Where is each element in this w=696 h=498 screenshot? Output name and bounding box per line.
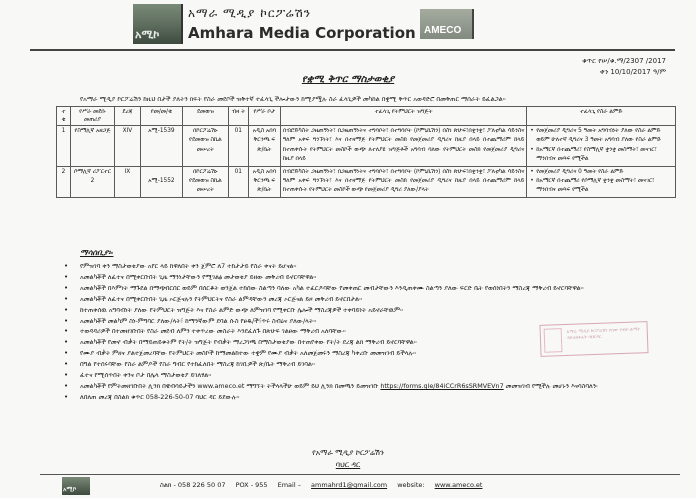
cell-title: የስማሊኛ አዘጋጅ [70, 126, 114, 167]
footer-logo-text: አሚኮ [63, 486, 77, 493]
cell-education: በብሮድካስት ጋዜጠኝነት፣ በጋዜጠኝነትና ተግባቦት፣ በተግባቦት (ኮምኒኬሽን) በስነ ጽሁፍ፣በቋንቋ፣ ፖለቲካል ሳይንስና ዓለም አቀፍ ግንኙነት፣ እና በተዛማጅ የትምህርት መስክ የመጀመሪያ ዲግሪና ከዚያ በላይ በተጨማሪም ከላይ ከተጠቀሱት የትምህርት መስኮች ውጭ የመጀመሪያ ዲግሪ ያለው/ያላት [280, 166, 526, 197]
vacancy-table [56, 106, 676, 198]
note-item: • ፈተና የሚሰጥበት ቀንና ቦታ በሌላ ማስታወቂያ ይገለፃል፡፡ [60, 370, 685, 381]
note-item: • አመልካቾች ለፈተና በሚቀርቡበት ጊዜ ማንነታቸውን የሚገልፅ መታወቂያ ይዘው መቅረብ ይኖርባቸዋል፡፡ [60, 272, 685, 283]
footer-website-label: website: [397, 481, 425, 489]
amhara-media-logo [133, 4, 183, 44]
note-item-registration [60, 381, 685, 392]
reference-date: ቀን 10/10/2017 ዓ/ም [599, 68, 666, 76]
org-name-english: Amhara Media Corporation [188, 24, 416, 42]
cell-no: 2 [57, 166, 71, 197]
col-header-experience: ተፈላጊ የስራ ልምድ [527, 107, 676, 126]
registration-note-text: አመልካቾች የምትመዘገቡበት ሊንክ በዌብሳይታችን www.ameco.et ማግኘት ትችላላችሁ ወይም ይህ ሊንክ በመጫን ይመዝገቡ https://forms.gle/84iCCrR6sSRMVEVn7 መመዝገብ የሚችሉ መሆኑን እናሳስባለን፡ [80, 381, 598, 390]
cell-no: 1 [57, 126, 71, 167]
col-header-place: የሥራ ቦታ [248, 107, 280, 126]
cell-qty: 01 [228, 126, 248, 167]
footer-pox: POX - 955 [235, 481, 268, 489]
footer-contact [160, 481, 490, 490]
experience-item: • ከአማርኛ በተጨማሪ የሶማሊኛ ቋንቋ መስማት፣ መናገር፣ ማንበብና መጻፍ የሚችል [529, 177, 673, 196]
cell-experience [527, 166, 676, 197]
cell-place: አዲስ አበባ ቅርንጫ ፍ ጽ/ቤት [248, 126, 280, 167]
cell-place: አዲስ አበባ ቅርንጫ ፍ ጽ/ቤት [248, 166, 280, 197]
col-header-title: የሥራ መደቡ መጠሪያ [70, 107, 114, 126]
col-header-grade: ደረጃ [114, 107, 140, 126]
cell-grade: IX [114, 166, 140, 197]
experience-item: • ከአማርኛ በተጨማሪ፣ የስማሊኛ ቋንቋ መስማት፣ መናገር፣ ማንበብና መጻፍ የሚችል [529, 146, 673, 165]
footer-email-block [278, 481, 388, 489]
notes-heading: ማሳሰቢያ፡- [80, 248, 114, 257]
note-item: • በግል የተሰሩባቸው የስራ ልምዶች የስራ ግብር የተከፈለበት ማስረጃ ከገቢዎች ጽ/ቤት ማቅረብ ይገባል፡፡ [60, 359, 685, 370]
note-item: • ከተጠቀሰዉ አግባብነት ያለው የትምህርት ዝግጅት እና የስራ ልምድ ውጭ ለምዝገባ የሚቀርቡ ሌሎች ማስረጃዎች ተቀባይነት አይኖራቸዉም፡፡ [60, 305, 685, 316]
signature-org: የአማራ ሚዲያ ኮርፖሬሽን [312, 448, 384, 457]
ameco-logo-text: AMECO [424, 25, 462, 36]
col-header-qty: ብዛ ት [228, 107, 248, 126]
experience-item: • የመጀመሪያ ዲግሪና 5 ዓመት አግባብነት ያለው የስራ ልምድ ወይም ሁለተኛ ዲግሪና 3 ዓመት አግባብ ያለው የስራ ልምድ [529, 127, 673, 146]
cell-experience [527, 126, 676, 167]
note-item: • ተወዳዳሪዎች በተመዘገቡበት የስራ መደብ ለምን ተቀጥረው መስራት እንደፈለጉ በጽሁፍ ገልፀው ማቅረብ አለባቸው፡፡ [60, 326, 685, 337]
reference-number: ቁጥር የሠ/ቁ.ማ/2307 /2017 [582, 57, 666, 65]
note-item: • አመልካቾች የመኖ ብቃት በማይጠይቁትም የት/ት ዝግጅት የብቃት ማረጋገጫ በማስታወቂያው በተጠየቀው የት/ት ደረጃ ልክ ማቅረብ ይኖርባቸዋል፡፡ [60, 337, 685, 348]
footer-website-block [397, 481, 482, 489]
stamp-text: አማራ ሚዲያ ኮርፖሬሽን የሰው ሃብት ልማት ዳይሬክቶሬት ባህርዳር [566, 327, 641, 341]
cell-grade: XIV [114, 126, 140, 167]
cell-salary: በኮርፖሬሽኑ የደመወዝ ስኬል መሠረት [182, 126, 228, 167]
note-item: • አመልካቾች ለፈተና በሚቀርቡበት ጊዜ ኦርጅናሉን የትምህርትና የስራ ልምዳቸውን መረጃ ኦርጅናል ይዞ መቅረብ ይኖርበታል፡፡ [60, 294, 685, 305]
footer-email-link[interactable]: ammahrd1@gmail.com [311, 481, 388, 489]
intro-text: የአማራ ሚዲያ ኮርፖሬሽን ከዚህ በታች ያለትን ክፍት የስራ መደቦች ዝቅተኛ ተፈላጊ ችሎታውን ከሚያሟሉ ስራ ፈላጊዎች መካከል በቋሚ ቅጥር አወዳድሮ በመቅጠር ማሰራት ይፈልጋል፡፡ [80, 95, 506, 103]
col-header-salary: ደመወዝ [182, 107, 228, 126]
ameco-logo [420, 9, 474, 39]
table-row [57, 166, 676, 197]
letterhead [130, 4, 570, 46]
col-header-code: የመ/መ/ቁ [140, 107, 182, 126]
footer-logo [62, 477, 90, 495]
note-item: • አመልካቾች በእምነት ማጉደል በማጭበርበር ወይም በሰርቆት ወንጀል ተከሰው ስልጣን ባለው አካል ተፈርዶባቸው የመቀጠር መብታቸውን እንዲጠቀሙ ስልጣን ያለው ፍርድ ቤት የወሰነበትን ማስረጃ ማቅረብ ይኖርባቸዋል፡፡ [60, 283, 685, 294]
registration-form-link[interactable]: https://forms.gle/84iCCrR6sSRMVEVn7 [380, 381, 504, 390]
header-divider [30, 49, 675, 51]
note-item: • ለበለጠ መረጃ በስልክ ቁጥር 058-226-50-07 ባህር ዳር ይደውሉ፡፡ [60, 392, 685, 403]
official-stamp [539, 321, 648, 357]
note-item: • የሙያ ብቃት ምዘና ያልተጀመረባቸው የትምህርት መስኮች ከማመልከተው ተቋም የሙያ ብቃት አለመጀመሩን ማስረጃ ካቀረቡ መመዝገብ ይችላሉ፡፡ [60, 348, 685, 359]
footer-phone: ስልክ - 058 226 50 07 [160, 481, 226, 489]
cell-code: አሚ-1539 [140, 126, 182, 167]
col-header-no: ተ ቁ [57, 107, 71, 126]
cell-code: አሚ-1552 [140, 166, 182, 197]
note-item: • አመልካቾች መልካም ስነ-ምግባር ያለው/ላት፣ ከማንኛውም ደባል ሱስ የፀዱ/ች፣ጥሩ ስብዕና ያለው/ላት፡፡ [60, 316, 685, 327]
footer-email-label: Email – [277, 481, 301, 489]
stamp-inner-box [544, 328, 563, 353]
note-item: • የምዝገባ ቀን ማስታወቂያው አየር ላይ ከዋለበት ቀን ጀምሮ ለ7 ተከታታይ የስራ ቀናት ይሆናል፡፡ [60, 261, 685, 272]
footer-website-link[interactable]: www.ameco.et [434, 481, 483, 489]
org-name-amharic: አማራ ሚዲያ ኮርፖሬሽን [188, 6, 312, 20]
page-title: የቋሚ ቅጥር ማስታወቂያ [301, 74, 395, 85]
logo-text: አሚኮ [135, 28, 160, 41]
footer-divider [40, 474, 680, 475]
signature-city: ባህር ዳር [335, 460, 361, 469]
experience-item: • የመጀመሪያ ዲግሪና 0 ዓመት የስራ ልምድ [529, 168, 673, 177]
cell-education: በብሮድካስት ጋዜጠኝነት፣ በጋዜጠኝነትና ተግባቦት፣ በተግባቦት (ኮምኒኬሽን) በስነ ጽሁፍ፣በቋንቋ፣ ፖለቲካል ሳይንስና ዓለም አቀፍ ግንኙነት፣ እና በተዛማጅ የትምህርት መስክ የመጀመሪያ ዲግሪና ከዚያ በላይ በተጨማሪም ከላይ ከተጠቀሱት የትምህርት መስኮች ውጭ ለተለያዩ ዝግጅቶች አግባብ ባለው የትምህርት መስክ የመጀመሪያ ዲግሪና ከዚያ በላይ [280, 126, 526, 167]
cell-qty: 01 [228, 166, 248, 197]
cell-title: ሶማሊኛ ሪፖርተር 2 [70, 166, 114, 197]
table-row [57, 126, 676, 167]
cell-salary: በኮርፖሬሽኑ የደመወዝ ስኬል መሠረት [182, 166, 228, 197]
col-header-education: ተፈላጊ የትምህርት ዝግጅት [280, 107, 526, 126]
table-header-row [57, 107, 676, 126]
